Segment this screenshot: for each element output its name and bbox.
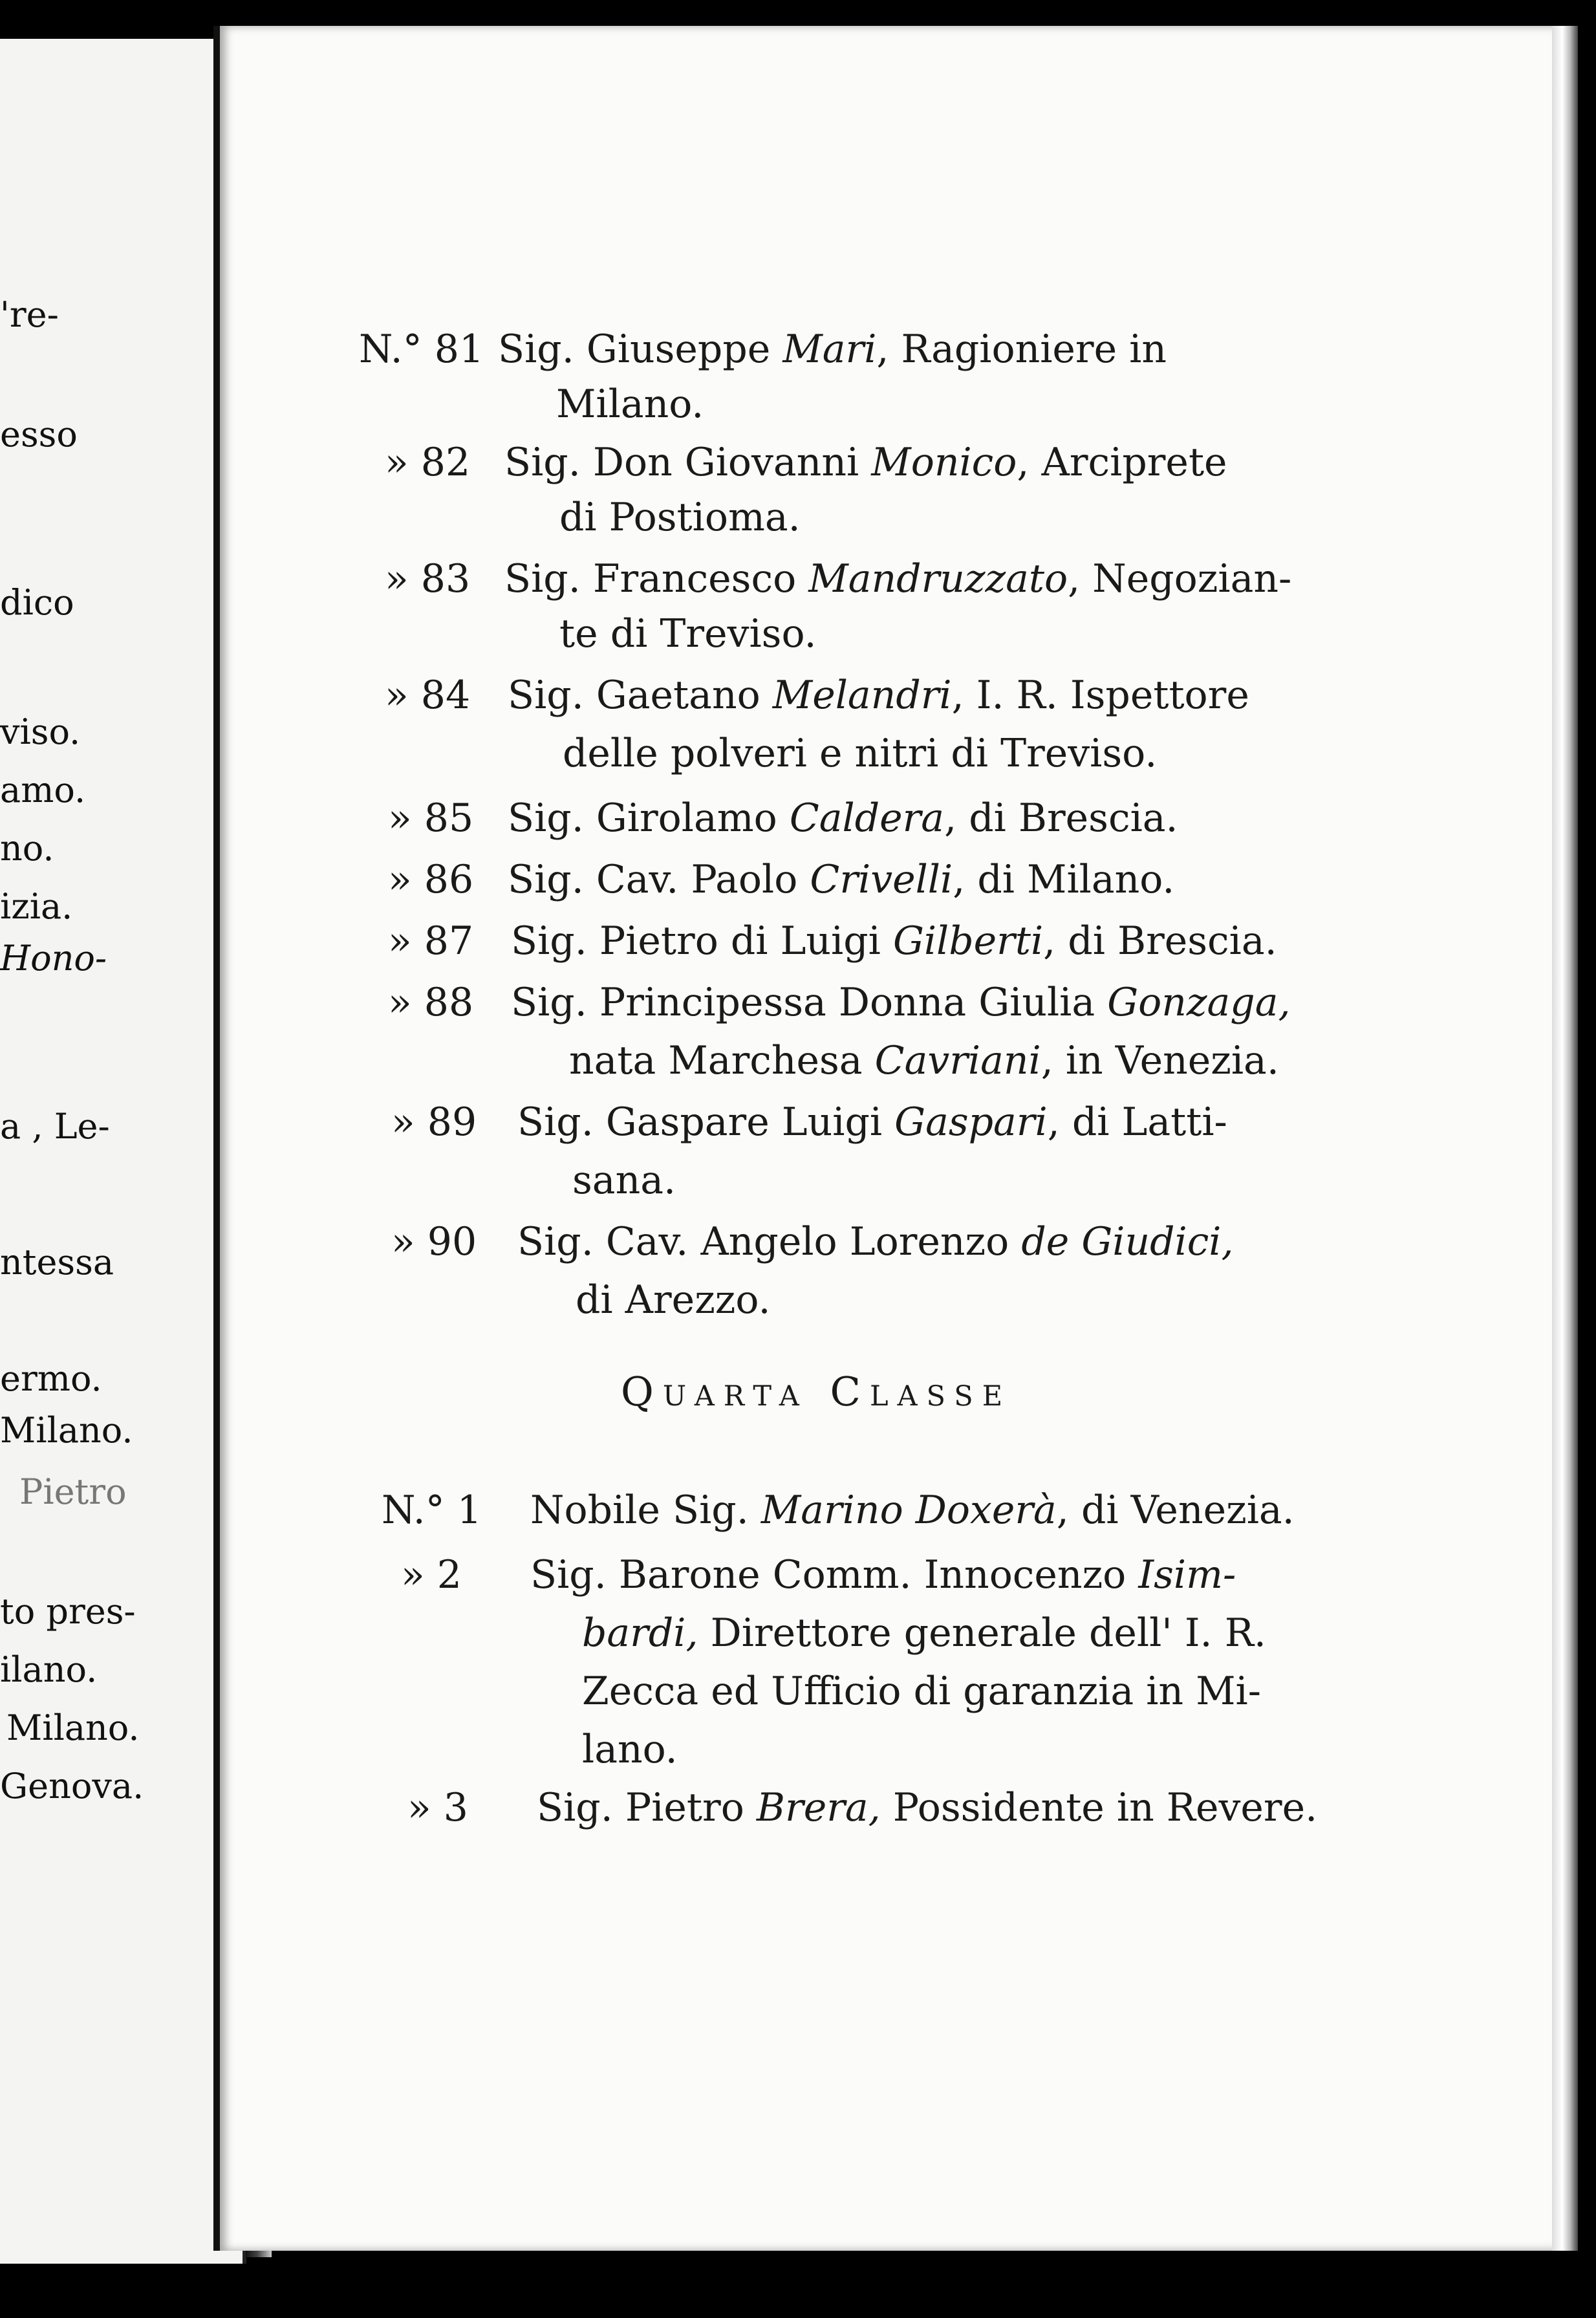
left-page xyxy=(0,39,246,2264)
left-fragment: izia. xyxy=(0,886,73,927)
left-fragment: Pietro xyxy=(19,1471,127,1512)
entry-line: Sig. Cav. Paolo Crivelli, di Milano. xyxy=(508,857,1175,902)
entry-number: » 3 xyxy=(407,1785,468,1830)
left-fragment: Milano. xyxy=(6,1707,140,1748)
entry-line: Sig. Principessa Donna Giulia Gonzaga, xyxy=(511,980,1291,1025)
entry-line: Sig. Francesco Mandruzzato, Negozian- xyxy=(504,556,1292,601)
entry-number: » 89 xyxy=(391,1099,477,1145)
entry-line: Sig. Don Giovanni Monico, Arciprete xyxy=(504,440,1227,485)
entry-continuation: bardi, Direttore generale dell' I. R. xyxy=(582,1610,1266,1656)
entry-line: Sig. Giuseppe Mari, Ragioniere in xyxy=(498,327,1167,372)
entry-continuation: Zecca ed Ufficio di garanzia in Mi- xyxy=(582,1669,1261,1714)
entry-number: » 88 xyxy=(388,980,474,1025)
entry-line: Sig. Gaetano Melandri, I. R. Ispettore xyxy=(508,673,1249,718)
entry-continuation: Milano. xyxy=(556,382,704,427)
left-fragment: ntessa xyxy=(0,1242,114,1283)
left-fragment: dico xyxy=(0,582,74,623)
entry-continuation: di Postioma. xyxy=(559,495,801,540)
left-fragment: 're- xyxy=(0,294,59,335)
entry-number: » 82 xyxy=(385,440,471,485)
left-fragment: no. xyxy=(0,828,54,869)
left-fragment: Hono- xyxy=(0,938,107,979)
entry-continuation: nata Marchesa Cavriani, in Venezia. xyxy=(569,1038,1279,1083)
entry-line: Sig. Gaspare Luigi Gaspari, di Latti- xyxy=(517,1099,1227,1145)
entry-line: Sig. Girolamo Caldera, di Brescia. xyxy=(508,796,1178,841)
entry-number: » 90 xyxy=(391,1219,477,1264)
left-fragment: Genova. xyxy=(0,1766,144,1806)
entry-line: Sig. Pietro Brera, Possidente in Revere. xyxy=(537,1785,1318,1830)
entry-line: Sig. Pietro di Luigi Gilberti, di Brescia. xyxy=(511,918,1277,964)
left-fragment: viso. xyxy=(0,711,81,752)
entry-continuation: sana. xyxy=(572,1158,676,1203)
entry-number: » 87 xyxy=(388,918,474,964)
entry-number: » 83 xyxy=(385,556,471,601)
left-fragment: ermo. xyxy=(0,1358,102,1399)
right-page xyxy=(213,26,1578,2251)
entry-number: » 85 xyxy=(388,796,474,841)
left-fragment: amo. xyxy=(0,770,86,810)
entry-line: Nobile Sig. Marino Doxerà, di Venezia. xyxy=(530,1488,1295,1533)
left-fragment: a , Le- xyxy=(0,1106,110,1147)
section-title: Quarta Classe xyxy=(621,1368,1012,1415)
entry-continuation: lano. xyxy=(582,1727,678,1772)
entry-continuation: delle polveri e nitri di Treviso. xyxy=(563,731,1158,776)
entry-number: » 84 xyxy=(385,673,471,718)
left-fragment: Milano. xyxy=(0,1410,133,1451)
entry-number: » 86 xyxy=(388,857,474,902)
entry-number: N.° 81 xyxy=(359,327,484,372)
page-edge xyxy=(1552,26,1578,2251)
entry-number: N.° 1 xyxy=(382,1488,482,1533)
left-fragment: esso xyxy=(0,414,78,455)
entry-line: Sig. Cav. Angelo Lorenzo de Giudici, xyxy=(517,1219,1234,1264)
entry-continuation: di Arezzo. xyxy=(576,1277,771,1323)
entry-line: Sig. Barone Comm. Innocenzo Isim- xyxy=(530,1552,1236,1598)
left-fragment: ilano. xyxy=(0,1649,98,1690)
left-fragment: to pres- xyxy=(0,1591,136,1632)
entry-continuation: te di Treviso. xyxy=(559,611,817,656)
entry-number: » 2 xyxy=(401,1552,462,1598)
